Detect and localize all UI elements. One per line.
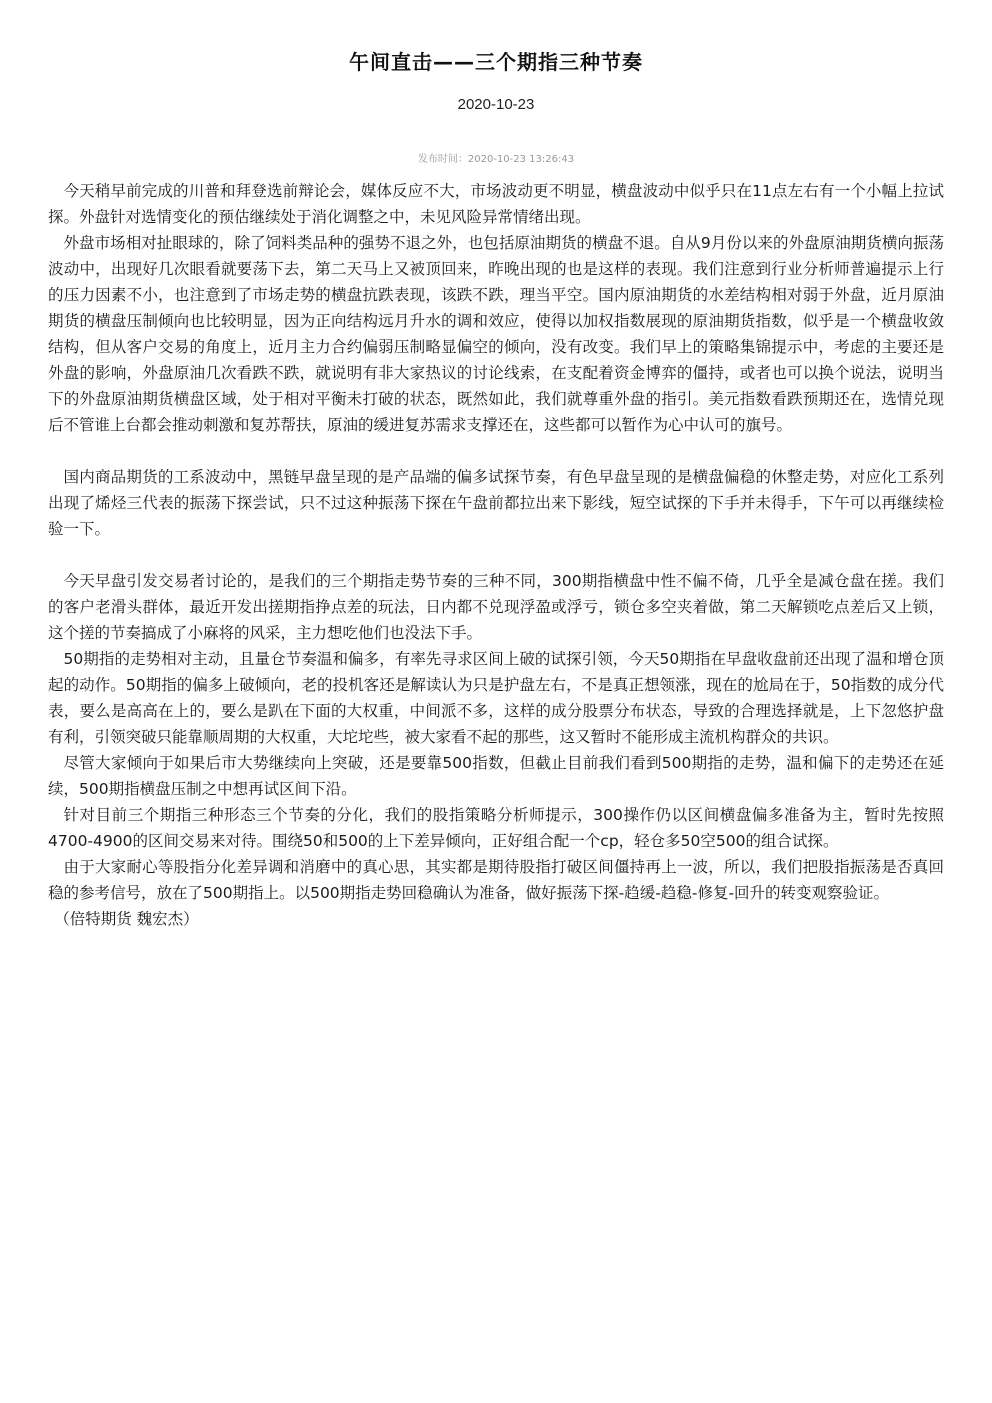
- paragraph-3: 国内商品期货的工系波动中，黑链早盘呈现的是产品端的偏多试探节奏，有色早盘呈现的是横盘偏稳的休整走势，对应化工系列出现了烯烃三代表的振荡下探尝试，只不过这种振荡下探在午盘前都拉出来下影线，短空试探的下手并未得手，下午可以再继续检验一下。: [48, 468, 944, 538]
- paragraph-5: 50期指的走势相对主动，且量仓节奏温和偏多，有率先寻求区间上破的试探引领，今天50期指在早盘收盘前还出现了温和增仓顶起的动作。50期指的偏多上破倾向，老的投机客还是解读认为只是护盘左右，不是真正想领涨，现在的尬局在于，50指数的成分代表，要么是高高在上的，要么是趴在下面的大权重，中间派不多，这样的成分股票分布状态，导致的合理选择就是，上下忽悠护盘有利，引领突破只能靠顺周期的大权重，大坨坨些，被大家看不起的那些，这又暂时不能形成主流机构群众的共识。: [48, 650, 944, 746]
- paragraph-1: 今天稍早前完成的川普和拜登选前辩论会，媒体反应不大，市场波动更不明显，横盘波动中似乎只在11点左右有一个小幅上拉试探。外盘针对选情变化的预估继续处于消化调整之中，未见风险异常情绪出现。: [48, 182, 944, 226]
- publish-time: 发布时间：2020-10-23 13:26:43: [417, 154, 575, 165]
- article-body: [48, 178, 944, 932]
- article-date: 2020-10-23: [457, 96, 535, 113]
- author-signature: （倍特期货 魏宏杰）: [54, 910, 199, 928]
- article-title: 午间直击——三个期指三种节奏: [349, 50, 643, 74]
- paragraph-6: 尽管大家倾向于如果后市大势继续向上突破，还是要靠500指数，但截止目前我们看到500期指的走势，温和偏下的走势还在延续，500期指横盘压制之中想再试区间下沿。: [48, 754, 944, 798]
- paragraph-8: 由于大家耐心等股指分化差异调和消磨中的真心思，其实都是期待股指打破区间僵持再上一波，所以，我们把股指振荡是否真回稳的参考信号，放在了500期指上。以500期指走势回稳确认为准备，做好振荡下探-趋缓-趋稳-修复-回升的转变观察验证。: [48, 858, 944, 902]
- paragraph-7: 针对目前三个期指三种形态三个节奏的分化，我们的股指策略分析师提示，300操作仍以区间横盘偏多准备为主，暂时先按照4700-4900的区间交易来对待。围绕50和500的上下差异倾向，正好组合配一个cp，轻仓多50空500的组合试探。: [48, 806, 944, 850]
- paragraph-4: 今天早盘引发交易者讨论的，是我们的三个期指走势节奏的三种不同，300期指横盘中性不偏不倚，几乎全是减仓盘在搓。我们的客户老滑头群体，最近开发出搓期指挣点差的玩法，日内都不兑现浮盈或浮亏，锁仓多空夹着做，第二天解锁吃点差后又上锁，这个搓的节奏搞成了小麻将的风采，主力想吃他们也没法下手。: [48, 572, 944, 642]
- paragraph-2: 外盘市场相对扯眼球的，除了饲料类品种的强势不退之外，也包括原油期货的横盘不退。自从9月份以来的外盘原油期货横向振荡波动中，出现好几次眼看就要荡下去，第二天马上又被顶回来，昨晚出现的也是这样的表现。我们注意到行业分析师普遍提示上行的压力因素不小，也注意到了市场走势的横盘抗跌表现，该跌不跌，理当平空。国内原油期货的水差结构相对弱于外盘，近月原油期货的横盘压制倾向也比较明显，因为正向结构远月升水的调和效应，使得以加权指数展现的原油期货指数，似乎是一个横盘收敛结构，但从客户交易的角度上，近月主力合约偏弱压制略显偏空的倾向，没有改变。我们早上的策略集锦提示中，考虑的主要还是外盘的影响，外盘原油几次看跌不跌，就说明有非大家热议的讨论线索，在支配着资金博弈的僵持，或者也可以换个说法，说明当下的外盘原油期货横盘区域，处于相对平衡未打破的状态，既然如此，我们就尊重外盘的指引。美元指数看跌预期还在，选情兑现后不管谁上台都会推动刺激和复苏帮扶，原油的缓进复苏需求支撑还在，这些都可以暂作为心中认可的旗号。: [48, 234, 944, 434]
